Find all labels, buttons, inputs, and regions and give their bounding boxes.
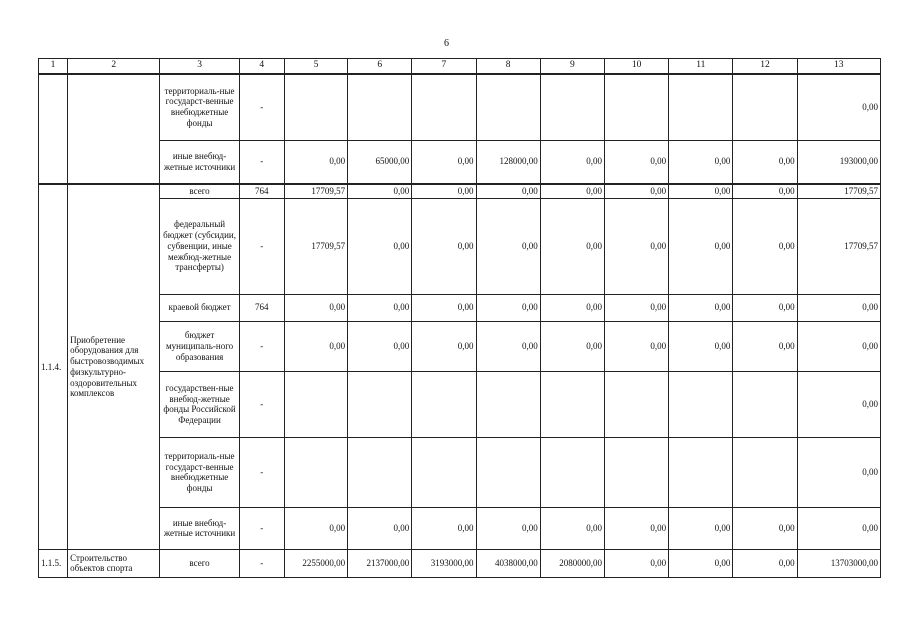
code-cell: - — [239, 549, 284, 577]
value-cell: 0,00 — [476, 294, 540, 321]
value-cell — [604, 437, 668, 507]
value-cell: 0,00 — [540, 294, 604, 321]
value-cell — [733, 74, 797, 140]
item-index: 1.1.4. — [39, 184, 68, 549]
source-cell: всего — [160, 549, 239, 577]
value-cell: 0,00 — [797, 294, 880, 321]
value-cell: 0,00 — [733, 198, 797, 294]
header-cell: 2 — [68, 59, 160, 75]
value-cell — [284, 437, 347, 507]
value-cell: 0,00 — [604, 549, 668, 577]
source-cell: иные внебюд-жетные источники — [160, 507, 239, 549]
value-cell: 193000,00 — [797, 140, 880, 184]
value-cell: 0,00 — [669, 321, 733, 371]
value-cell: 0,00 — [604, 321, 668, 371]
code-cell: - — [239, 321, 284, 371]
value-cell: 0,00 — [348, 198, 412, 294]
source-cell: территориаль-ные государст-венные внебюджетные фонды — [160, 74, 239, 140]
value-cell: 0,00 — [797, 507, 880, 549]
value-cell: 4038000,00 — [476, 549, 540, 577]
value-cell: 0,00 — [540, 140, 604, 184]
value-cell — [476, 74, 540, 140]
value-cell: 0,00 — [669, 549, 733, 577]
value-cell — [604, 74, 668, 140]
value-cell: 0,00 — [669, 294, 733, 321]
value-cell: 17709,57 — [797, 184, 880, 198]
header-cell: 12 — [733, 59, 797, 75]
value-cell: 0,00 — [476, 198, 540, 294]
value-cell: 0,00 — [733, 549, 797, 577]
name-cell — [68, 74, 160, 184]
code-cell: 764 — [239, 184, 284, 198]
table-row — [39, 74, 881, 140]
value-cell — [733, 371, 797, 437]
table-row — [39, 549, 881, 577]
code-cell: - — [239, 371, 284, 437]
value-cell: 0,00 — [284, 507, 347, 549]
value-cell: 0,00 — [797, 74, 880, 140]
source-cell: иные внебюд-жетные источники — [160, 140, 239, 184]
value-cell: 0,00 — [604, 140, 668, 184]
value-cell — [348, 437, 412, 507]
value-cell — [540, 371, 604, 437]
table-row — [39, 198, 881, 294]
value-cell: 0,00 — [412, 198, 476, 294]
table-row — [39, 321, 881, 371]
code-cell: 764 — [239, 294, 284, 321]
item-name: Приобретение оборудования для быстровозводимых физкультурно-оздоровительных комплексов — [68, 184, 160, 549]
value-cell: 0,00 — [540, 184, 604, 198]
source-cell: территориаль-ные государст-венные внебюджетные фонды — [160, 437, 239, 507]
header-cell: 3 — [160, 59, 239, 75]
value-cell: 0,00 — [604, 294, 668, 321]
value-cell: 0,00 — [669, 198, 733, 294]
value-cell — [284, 371, 347, 437]
source-cell: всего — [160, 184, 239, 198]
value-cell: 0,00 — [476, 184, 540, 198]
header-cell: 7 — [412, 59, 476, 75]
value-cell: 0,00 — [476, 507, 540, 549]
index-cell — [39, 74, 68, 184]
item-index: 1.1.5. — [39, 549, 68, 577]
value-cell: 0,00 — [540, 507, 604, 549]
value-cell — [284, 74, 347, 140]
header-cell: 11 — [669, 59, 733, 75]
budget-table — [38, 58, 881, 578]
value-cell — [540, 74, 604, 140]
value-cell: 0,00 — [733, 294, 797, 321]
value-cell: 0,00 — [540, 321, 604, 371]
value-cell: 2255000,00 — [284, 549, 347, 577]
source-cell: краевой бюджет — [160, 294, 239, 321]
value-cell: 0,00 — [412, 140, 476, 184]
value-cell: 0,00 — [797, 371, 880, 437]
value-cell: 0,00 — [284, 140, 347, 184]
table-row — [39, 184, 881, 198]
value-cell — [733, 437, 797, 507]
value-cell: 0,00 — [476, 321, 540, 371]
code-cell: - — [239, 437, 284, 507]
value-cell: 13703000,00 — [797, 549, 880, 577]
table-row — [39, 437, 881, 507]
value-cell: 0,00 — [797, 321, 880, 371]
header-cell: 9 — [540, 59, 604, 75]
header-cell: 1 — [39, 59, 68, 75]
header-cell: 13 — [797, 59, 880, 75]
value-cell — [540, 437, 604, 507]
code-cell: - — [239, 198, 284, 294]
code-cell: - — [239, 74, 284, 140]
value-cell: 0,00 — [412, 507, 476, 549]
value-cell: 0,00 — [733, 321, 797, 371]
page-number: 6 — [444, 38, 449, 49]
code-cell: - — [239, 507, 284, 549]
value-cell: 0,00 — [348, 321, 412, 371]
value-cell: 0,00 — [733, 140, 797, 184]
value-cell — [476, 437, 540, 507]
table-row — [39, 140, 881, 184]
value-cell: 2080000,00 — [540, 549, 604, 577]
value-cell: 0,00 — [669, 184, 733, 198]
table-row — [39, 507, 881, 549]
value-cell — [348, 74, 412, 140]
header-cell: 6 — [348, 59, 412, 75]
value-cell: 0,00 — [669, 140, 733, 184]
value-cell: 0,00 — [348, 184, 412, 198]
value-cell: 0,00 — [540, 198, 604, 294]
value-cell: 0,00 — [284, 321, 347, 371]
value-cell: 3193000,00 — [412, 549, 476, 577]
value-cell: 17709,57 — [284, 184, 347, 198]
value-cell: 17709,57 — [284, 198, 347, 294]
value-cell: 0,00 — [604, 507, 668, 549]
value-cell — [412, 437, 476, 507]
code-cell: - — [239, 140, 284, 184]
header-cell: 4 — [239, 59, 284, 75]
value-cell: 0,00 — [348, 294, 412, 321]
value-cell: 0,00 — [669, 507, 733, 549]
value-cell: 0,00 — [284, 294, 347, 321]
header-row — [39, 59, 881, 75]
value-cell: 2137000,00 — [348, 549, 412, 577]
value-cell: 0,00 — [604, 198, 668, 294]
header-cell: 5 — [284, 59, 347, 75]
value-cell: 0,00 — [348, 507, 412, 549]
table-row — [39, 371, 881, 437]
value-cell: 0,00 — [733, 184, 797, 198]
header-cell: 10 — [604, 59, 668, 75]
source-cell: федеральный бюджет (субсидии, субвенции, иные межбюд-жетные трансферты) — [160, 198, 239, 294]
value-cell: 0,00 — [412, 184, 476, 198]
value-cell: 65000,00 — [348, 140, 412, 184]
value-cell — [669, 371, 733, 437]
value-cell: 0,00 — [733, 507, 797, 549]
source-cell: бюджет муниципаль-ного образования — [160, 321, 239, 371]
value-cell — [348, 371, 412, 437]
source-cell: государствен-ные внебюд-жетные фонды Российской Федерации — [160, 371, 239, 437]
value-cell: 0,00 — [412, 321, 476, 371]
value-cell: 17709,57 — [797, 198, 880, 294]
value-cell — [669, 437, 733, 507]
header-cell: 8 — [476, 59, 540, 75]
value-cell: 0,00 — [412, 294, 476, 321]
table-row — [39, 294, 881, 321]
value-cell — [669, 74, 733, 140]
value-cell: 0,00 — [604, 184, 668, 198]
value-cell — [604, 371, 668, 437]
value-cell — [412, 74, 476, 140]
value-cell: 0,00 — [797, 437, 880, 507]
value-cell — [476, 371, 540, 437]
item-name: Строительство объектов спорта — [68, 549, 160, 577]
value-cell: 128000,00 — [476, 140, 540, 184]
value-cell — [412, 371, 476, 437]
